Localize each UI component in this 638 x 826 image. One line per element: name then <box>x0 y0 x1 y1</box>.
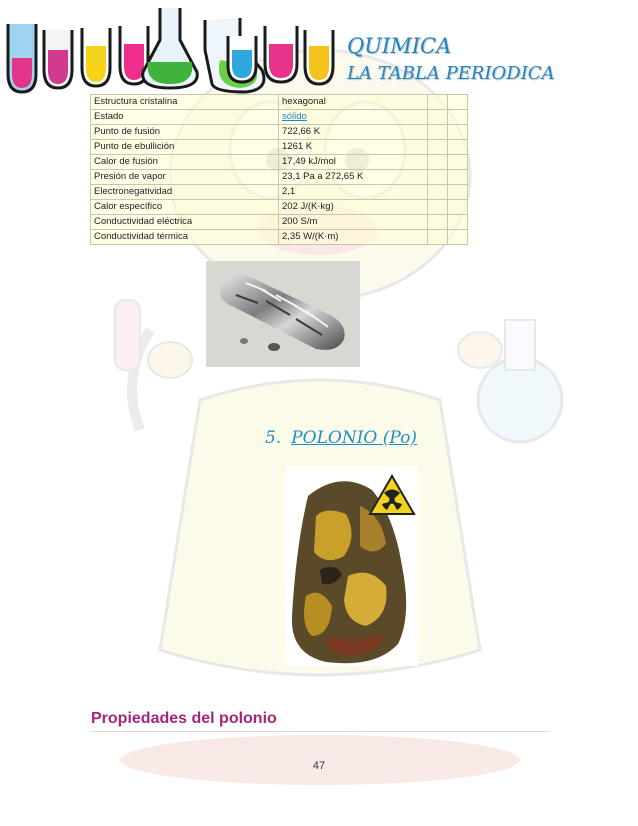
section-number: 5. <box>265 428 282 448</box>
table-row <box>91 185 468 200</box>
table-row <box>91 110 468 125</box>
state-link[interactable]: sólido <box>282 111 307 122</box>
property-label: Estado <box>91 110 279 125</box>
tellurium-photo <box>206 261 360 367</box>
property-label: Calor de fusión <box>91 155 279 170</box>
property-value: 2,1 <box>279 185 428 200</box>
property-value: 2,35 W/(K·m) <box>279 230 428 245</box>
property-label: Conductividad térmica <box>91 230 279 245</box>
table-row <box>91 155 468 170</box>
table-row <box>91 125 468 140</box>
properties-table <box>90 94 468 245</box>
table-row <box>91 200 468 215</box>
table-row <box>91 230 468 245</box>
property-value: 1261 K <box>279 140 428 155</box>
property-value: 202 J/(K·kg) <box>279 200 428 215</box>
subheading: Propiedades del polonio <box>91 710 277 727</box>
header-subtitle: LA TABLA PERIODICA <box>347 63 555 84</box>
header-title: QUIMICA <box>347 34 452 58</box>
divider <box>91 731 549 732</box>
property-value: hexagonal <box>279 95 428 110</box>
property-value: 200 S/m <box>279 215 428 230</box>
property-value: 17,49 kJ/mol <box>279 155 428 170</box>
property-label: Presión de vapor <box>91 170 279 185</box>
polonium-photo <box>286 466 418 666</box>
property-label: Punto de ebullición <box>91 140 279 155</box>
property-label: Electronegatividad <box>91 185 279 200</box>
property-value: 722,66 K <box>279 125 428 140</box>
table-row <box>91 215 468 230</box>
table-row <box>91 170 468 185</box>
property-label: Punto de fusión <box>91 125 279 140</box>
page-number: 47 <box>312 760 326 772</box>
property-value: 23,1 Pa a 272,65 K <box>279 170 428 185</box>
table-row <box>91 95 468 110</box>
property-label: Estructura cristalina <box>91 95 279 110</box>
section-title-text: POLONIO (Po) <box>291 428 418 448</box>
property-label: Calor específico <box>91 200 279 215</box>
section-title <box>265 428 417 448</box>
property-label: Conductividad eléctrica <box>91 215 279 230</box>
table-row <box>91 140 468 155</box>
